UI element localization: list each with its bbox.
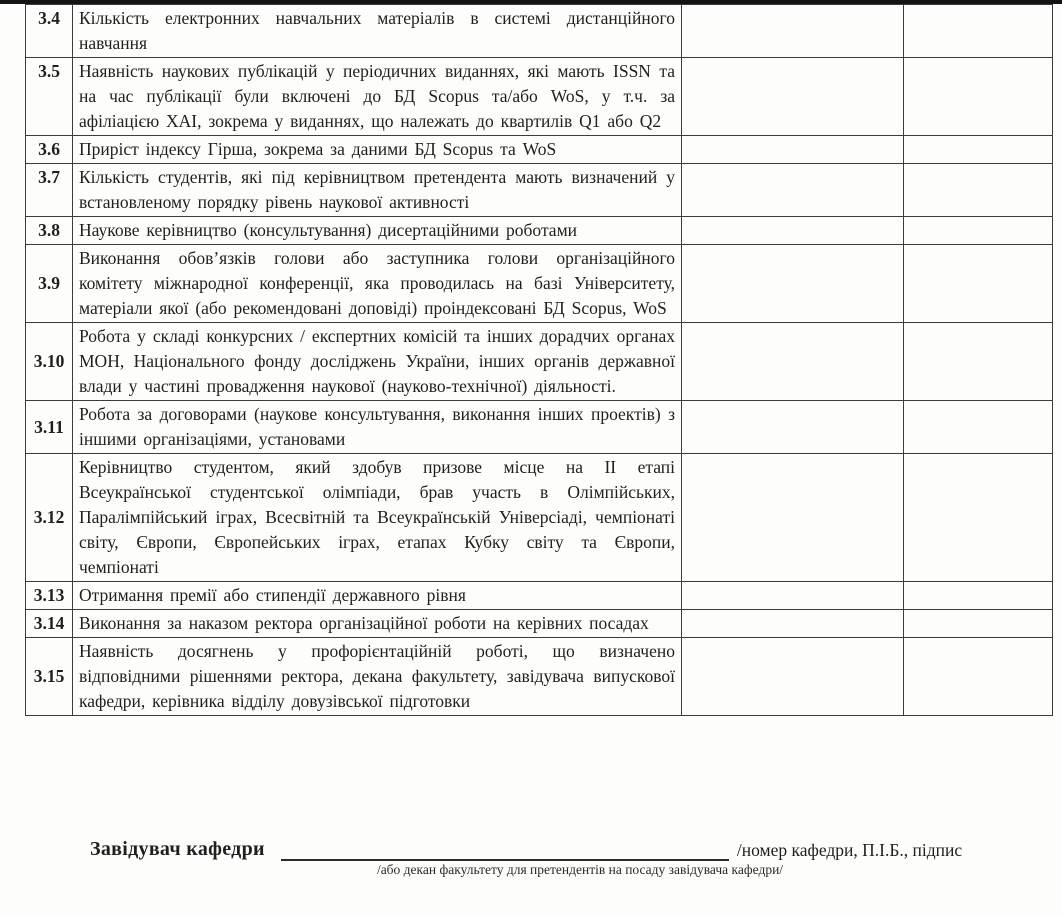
table-row [26, 401, 1053, 454]
row-criterion-text: Приріст індексу Гірша, зокрема за даними БД Scopus та WoS [73, 136, 682, 164]
row-number: 3.15 [26, 638, 73, 716]
table-row [26, 5, 1053, 58]
row-empty-cell-2 [904, 401, 1053, 454]
table-row [26, 582, 1053, 610]
table-row [26, 323, 1053, 401]
row-criterion-text: Робота за договорами (наукове консультування, виконання інших проектів) з іншими організаціями, установами [73, 401, 682, 454]
signature-right-note: /номер кафедри, П.І.Б., підпис [736, 840, 963, 860]
row-empty-cell-2 [904, 5, 1053, 58]
row-number: 3.10 [26, 323, 73, 401]
row-number: 3.13 [26, 582, 73, 610]
row-criterion-text: Виконання за наказом ректора організаційної роботи на керівних посадах [73, 610, 682, 638]
row-number: 3.9 [26, 245, 73, 323]
row-empty-cell-2 [904, 323, 1053, 401]
row-number: 3.6 [26, 136, 73, 164]
row-empty-cell-1 [682, 58, 904, 136]
row-empty-cell-1 [682, 323, 904, 401]
row-criterion-text: Керівництво студентом, який здобув призове місце на ІІ етапі Всеукраїнської студентської олімпіади, брав участь в Олімпійських, Паралімпійський іграх, Всесвітній та Всеукраїнській Універсіаді, чемпіонаті світу, Європи, Європейських іграх, етапах Кубку світу та Європи, чемпіонаті [73, 454, 682, 582]
row-empty-cell-2 [904, 245, 1053, 323]
row-criterion-text: Робота у складі конкурсних / експертних комісій та інших дорадчих органах МОН, Національного фонду досліджень України, інших органів державної влади у частині провадження наукової (науково-технічної) діяльності. [73, 323, 682, 401]
table-row [26, 454, 1053, 582]
row-empty-cell-1 [682, 245, 904, 323]
row-criterion-text: Наявність досягнень у профорієнтаційній роботі, що визначено відповідними рішеннями ректора, декана факультету, завідувача випускової кафедри, керівника відділу довузівської підготовки [73, 638, 682, 716]
criteria-table [25, 4, 1053, 716]
table-row [26, 136, 1053, 164]
table-row [26, 245, 1053, 323]
row-number: 3.14 [26, 610, 73, 638]
signature-block [0, 838, 1062, 878]
signature-row [0, 838, 1062, 861]
row-criterion-text: Кількість електронних навчальних матеріалів в системі дистанційного навчання [73, 5, 682, 58]
signature-label: Завідувач кафедри [90, 838, 265, 860]
table-row [26, 58, 1053, 136]
table-row [26, 610, 1053, 638]
row-empty-cell-2 [904, 58, 1053, 136]
table-row [26, 217, 1053, 245]
table-row [26, 164, 1053, 217]
row-empty-cell-2 [904, 164, 1053, 217]
row-empty-cell-2 [904, 136, 1053, 164]
row-criterion-text: Наукове керівництво (консультування) дисертаційними роботами [73, 217, 682, 245]
row-empty-cell-2 [904, 638, 1053, 716]
row-empty-cell-1 [682, 401, 904, 454]
row-criterion-text: Наявність наукових публікацій у періодичних виданнях, які мають ISSN та на час публікації були включені до БД Scopus та/або WoS, у т.ч. за афіліацією ХАІ, зокрема у виданнях, що належать до квартилів Q1 або Q2 [73, 58, 682, 136]
row-empty-cell-1 [682, 136, 904, 164]
row-empty-cell-1 [682, 5, 904, 58]
table-row [26, 638, 1053, 716]
row-number: 3.11 [26, 401, 73, 454]
row-number: 3.12 [26, 454, 73, 582]
row-empty-cell-2 [904, 454, 1053, 582]
criteria-table-body [26, 5, 1053, 716]
row-criterion-text: Отримання премії або стипендії державного рівня [73, 582, 682, 610]
row-number: 3.5 [26, 58, 73, 136]
signature-under-note: /або декан факультету для претендентів на посаду завідувача кафедри/ [376, 862, 784, 877]
row-empty-cell-1 [682, 610, 904, 638]
row-empty-cell-1 [682, 164, 904, 217]
row-number: 3.8 [26, 217, 73, 245]
row-criterion-text: Кількість студентів, які під керівництвом претендента мають визначений у встановленому порядку рівень наукової активності [73, 164, 682, 217]
row-empty-cell-1 [682, 638, 904, 716]
row-number: 3.4 [26, 5, 73, 58]
row-empty-cell-2 [904, 217, 1053, 245]
signature-blank-line [281, 854, 729, 861]
row-number: 3.7 [26, 164, 73, 217]
row-empty-cell-1 [682, 582, 904, 610]
row-empty-cell-1 [682, 454, 904, 582]
row-criterion-text: Виконання обов’язків голови або заступника голови організаційного комітету міжнародної конференції, яка проводилась на базі Університету, матеріали якої (або рекомендовані доповіді) проіндексовані БД Scopus, WoS [73, 245, 682, 323]
row-empty-cell-2 [904, 610, 1053, 638]
row-empty-cell-2 [904, 582, 1053, 610]
row-empty-cell-1 [682, 217, 904, 245]
